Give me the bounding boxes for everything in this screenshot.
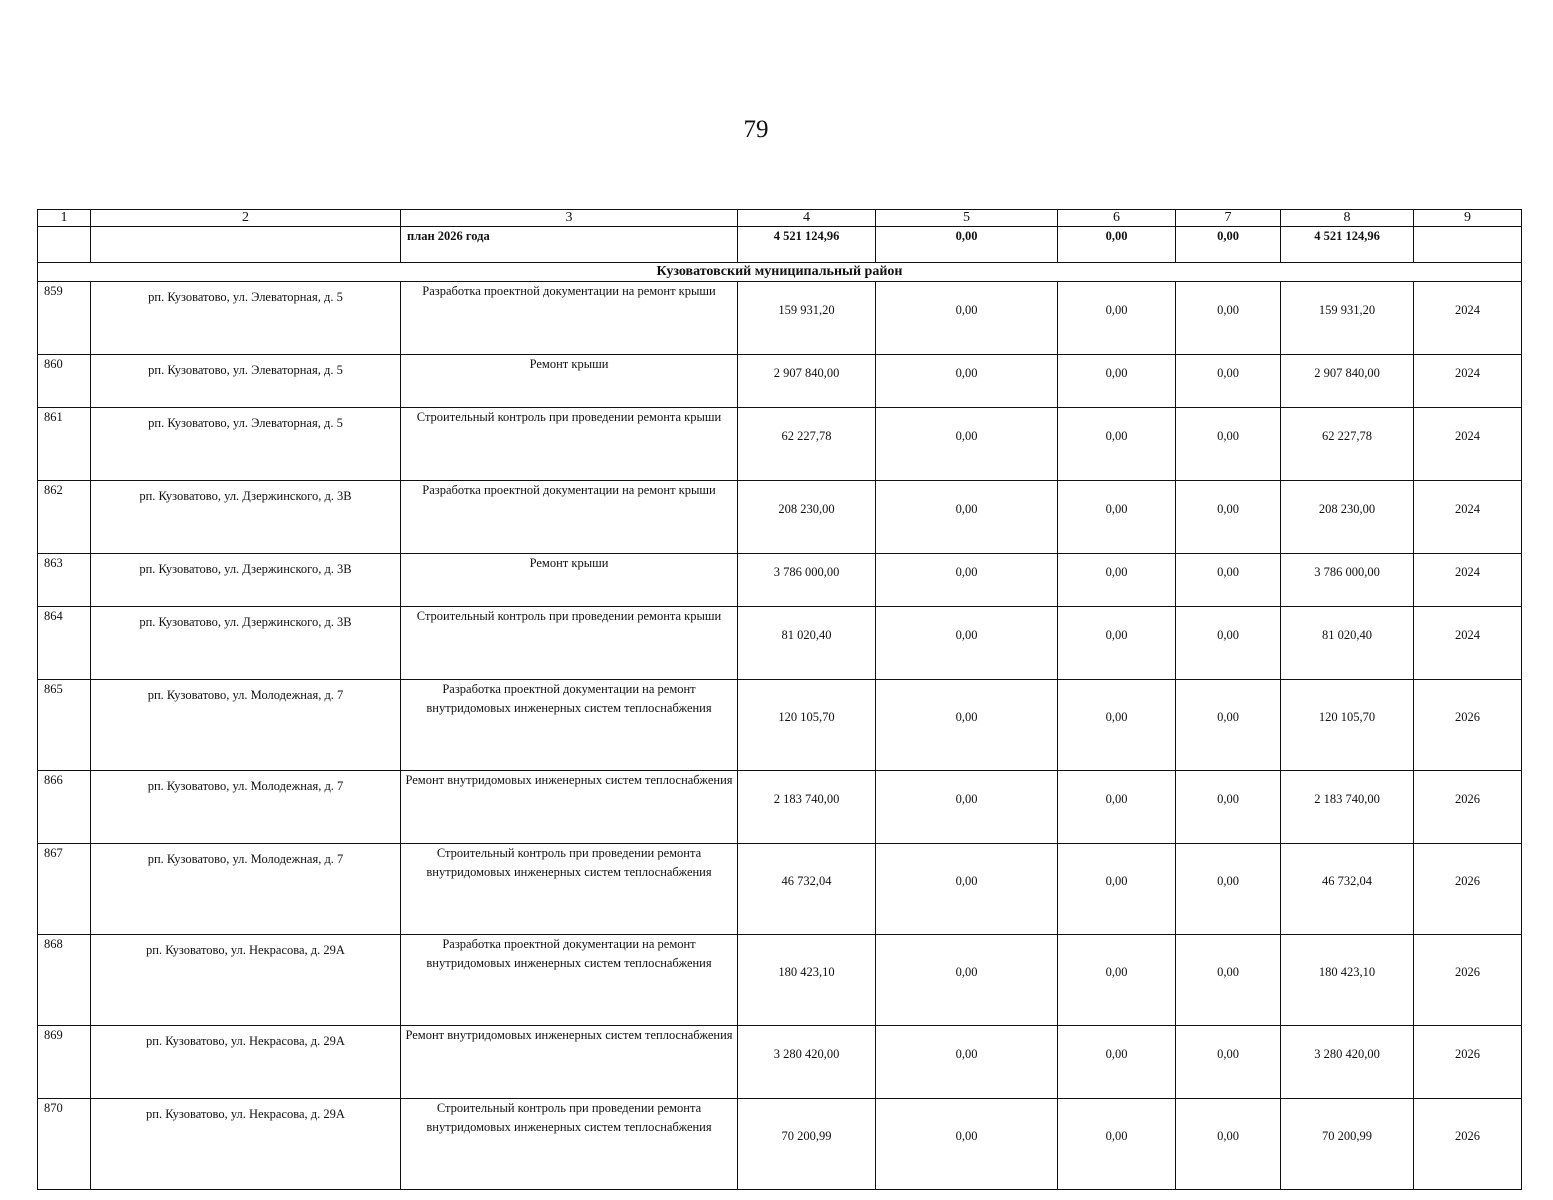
plan-empty-cell [91, 227, 401, 263]
row-value: 0,00 [1058, 355, 1176, 408]
row-year: 2024 [1414, 554, 1522, 607]
row-total-cost: 62 227,78 [738, 408, 876, 481]
row-year: 2024 [1414, 282, 1522, 355]
column-number: 1 [38, 210, 91, 227]
row-work-type: Ремонт крыши [401, 554, 738, 607]
row-work-type: Строительный контроль при проведении ремонта внутридомовых инженерных систем теплоснабжения [401, 1099, 738, 1190]
column-number: 7 [1176, 210, 1281, 227]
row-value: 0,00 [876, 282, 1058, 355]
row-total-cost: 3 786 000,00 [738, 554, 876, 607]
column-number-row [38, 210, 1522, 227]
row-value: 0,00 [1176, 282, 1281, 355]
row-work-type: Ремонт внутридомовых инженерных систем теплоснабжения [401, 771, 738, 844]
row-work-type: Разработка проектной документации на ремонт крыши [401, 481, 738, 554]
table-row [38, 1099, 1522, 1190]
row-value: 0,00 [1058, 607, 1176, 680]
row-number: 862 [38, 481, 91, 554]
row-value: 0,00 [876, 355, 1058, 408]
row-value: 0,00 [876, 607, 1058, 680]
table-row [38, 355, 1522, 408]
row-year: 2024 [1414, 607, 1522, 680]
row-address: рп. Кузоватово, ул. Некрасова, д. 29А [91, 1099, 401, 1190]
row-value: 0,00 [1058, 771, 1176, 844]
row-value: 0,00 [1176, 1099, 1281, 1190]
plan-label: план 2026 года [401, 227, 738, 263]
table-row [38, 481, 1522, 554]
table-row [38, 935, 1522, 1026]
row-value: 0,00 [1058, 1099, 1176, 1190]
row-fund-value: 2 907 840,00 [1281, 355, 1414, 408]
row-value: 0,00 [876, 771, 1058, 844]
row-work-type: Разработка проектной документации на ремонт крыши [401, 282, 738, 355]
row-fund-value: 180 423,10 [1281, 935, 1414, 1026]
column-number: 3 [401, 210, 738, 227]
row-address: рп. Кузоватово, ул. Молодежная, д. 7 [91, 844, 401, 935]
row-value: 0,00 [1058, 282, 1176, 355]
district-name: Кузоватовский муниципальный район [38, 263, 1522, 282]
row-address: рп. Кузоватово, ул. Дзержинского, д. 3В [91, 481, 401, 554]
row-address: рп. Кузоватово, ул. Молодежная, д. 7 [91, 771, 401, 844]
row-address: рп. Кузоватово, ул. Молодежная, д. 7 [91, 680, 401, 771]
row-value: 0,00 [1176, 481, 1281, 554]
row-total-cost: 3 280 420,00 [738, 1026, 876, 1099]
plan-empty-cell [38, 227, 91, 263]
row-total-cost: 2 183 740,00 [738, 771, 876, 844]
row-number: 859 [38, 282, 91, 355]
row-value: 0,00 [876, 844, 1058, 935]
row-value: 0,00 [1176, 771, 1281, 844]
row-address: рп. Кузоватово, ул. Некрасова, д. 29А [91, 1026, 401, 1099]
row-fund-value: 3 280 420,00 [1281, 1026, 1414, 1099]
page-number: 79 [743, 116, 769, 143]
row-value: 0,00 [1176, 935, 1281, 1026]
row-year: 2024 [1414, 408, 1522, 481]
row-fund-value: 46 732,04 [1281, 844, 1414, 935]
row-fund-value: 2 183 740,00 [1281, 771, 1414, 844]
table-row [38, 607, 1522, 680]
row-total-cost: 81 020,40 [738, 607, 876, 680]
row-year: 2024 [1414, 355, 1522, 408]
row-number: 864 [38, 607, 91, 680]
row-fund-value: 208 230,00 [1281, 481, 1414, 554]
row-work-type: Ремонт внутридомовых инженерных систем теплоснабжения [401, 1026, 738, 1099]
row-address: рп. Кузоватово, ул. Элеваторная, д. 5 [91, 282, 401, 355]
row-work-type: Разработка проектной документации на ремонт внутридомовых инженерных систем теплоснабжения [401, 935, 738, 1026]
row-value: 0,00 [876, 408, 1058, 481]
row-number: 863 [38, 554, 91, 607]
row-value: 0,00 [876, 481, 1058, 554]
works-table [37, 209, 1522, 1190]
column-number: 8 [1281, 210, 1414, 227]
district-row [38, 263, 1522, 282]
column-number: 4 [738, 210, 876, 227]
table-row [38, 1026, 1522, 1099]
row-total-cost: 120 105,70 [738, 680, 876, 771]
row-year: 2026 [1414, 1099, 1522, 1190]
row-number: 867 [38, 844, 91, 935]
row-year: 2026 [1414, 1026, 1522, 1099]
row-value: 0,00 [876, 680, 1058, 771]
row-address: рп. Кузоватово, ул. Дзержинского, д. 3В [91, 554, 401, 607]
row-value: 0,00 [1176, 607, 1281, 680]
row-work-type: Строительный контроль при проведении ремонта крыши [401, 607, 738, 680]
row-value: 0,00 [876, 1099, 1058, 1190]
row-value: 0,00 [1058, 935, 1176, 1026]
row-value: 0,00 [1058, 1026, 1176, 1099]
plan-total-cost: 4 521 124,96 [738, 227, 876, 263]
row-total-cost: 159 931,20 [738, 282, 876, 355]
row-total-cost: 46 732,04 [738, 844, 876, 935]
row-value: 0,00 [1058, 408, 1176, 481]
row-fund-value: 62 227,78 [1281, 408, 1414, 481]
column-number: 9 [1414, 210, 1522, 227]
row-value: 0,00 [1176, 680, 1281, 771]
row-number: 860 [38, 355, 91, 408]
row-fund-value: 3 786 000,00 [1281, 554, 1414, 607]
row-total-cost: 70 200,99 [738, 1099, 876, 1190]
row-value: 0,00 [1058, 481, 1176, 554]
row-value: 0,00 [1176, 844, 1281, 935]
column-number: 2 [91, 210, 401, 227]
plan-fund-value: 4 521 124,96 [1281, 227, 1414, 263]
row-work-type: Ремонт крыши [401, 355, 738, 408]
row-fund-value: 70 200,99 [1281, 1099, 1414, 1190]
row-work-type: Строительный контроль при проведении ремонта внутридомовых инженерных систем теплоснабжения [401, 844, 738, 935]
row-value: 0,00 [1058, 554, 1176, 607]
row-value: 0,00 [1176, 408, 1281, 481]
row-year: 2026 [1414, 680, 1522, 771]
row-total-cost: 2 907 840,00 [738, 355, 876, 408]
table-row [38, 554, 1522, 607]
row-number: 866 [38, 771, 91, 844]
row-work-type: Строительный контроль при проведении ремонта крыши [401, 408, 738, 481]
row-value: 0,00 [876, 1026, 1058, 1099]
row-value: 0,00 [1176, 355, 1281, 408]
row-value: 0,00 [1058, 844, 1176, 935]
table-row [38, 771, 1522, 844]
row-address: рп. Кузоватово, ул. Элеваторная, д. 5 [91, 408, 401, 481]
row-address: рп. Кузоватово, ул. Элеваторная, д. 5 [91, 355, 401, 408]
row-number: 869 [38, 1026, 91, 1099]
row-address: рп. Кузоватово, ул. Дзержинского, д. 3В [91, 607, 401, 680]
row-fund-value: 81 020,40 [1281, 607, 1414, 680]
row-year: 2026 [1414, 935, 1522, 1026]
plan-value: 0,00 [1058, 227, 1176, 263]
plan-value: 0,00 [876, 227, 1058, 263]
row-year: 2026 [1414, 771, 1522, 844]
row-total-cost: 180 423,10 [738, 935, 876, 1026]
row-number: 870 [38, 1099, 91, 1190]
row-number: 865 [38, 680, 91, 771]
table-row [38, 282, 1522, 355]
row-fund-value: 159 931,20 [1281, 282, 1414, 355]
table-row [38, 680, 1522, 771]
plan-value: 0,00 [1176, 227, 1281, 263]
table-row [38, 408, 1522, 481]
row-value: 0,00 [876, 935, 1058, 1026]
row-number: 861 [38, 408, 91, 481]
row-fund-value: 120 105,70 [1281, 680, 1414, 771]
row-value: 0,00 [1176, 1026, 1281, 1099]
row-value: 0,00 [1058, 680, 1176, 771]
column-number: 5 [876, 210, 1058, 227]
row-year: 2026 [1414, 844, 1522, 935]
row-value: 0,00 [1176, 554, 1281, 607]
row-value: 0,00 [876, 554, 1058, 607]
plan-year [1414, 227, 1522, 263]
table-row [38, 844, 1522, 935]
row-year: 2024 [1414, 481, 1522, 554]
column-number: 6 [1058, 210, 1176, 227]
row-address: рп. Кузоватово, ул. Некрасова, д. 29А [91, 935, 401, 1026]
plan-total-row [38, 227, 1522, 263]
row-total-cost: 208 230,00 [738, 481, 876, 554]
row-work-type: Разработка проектной документации на ремонт внутридомовых инженерных систем теплоснабжения [401, 680, 738, 771]
row-number: 868 [38, 935, 91, 1026]
